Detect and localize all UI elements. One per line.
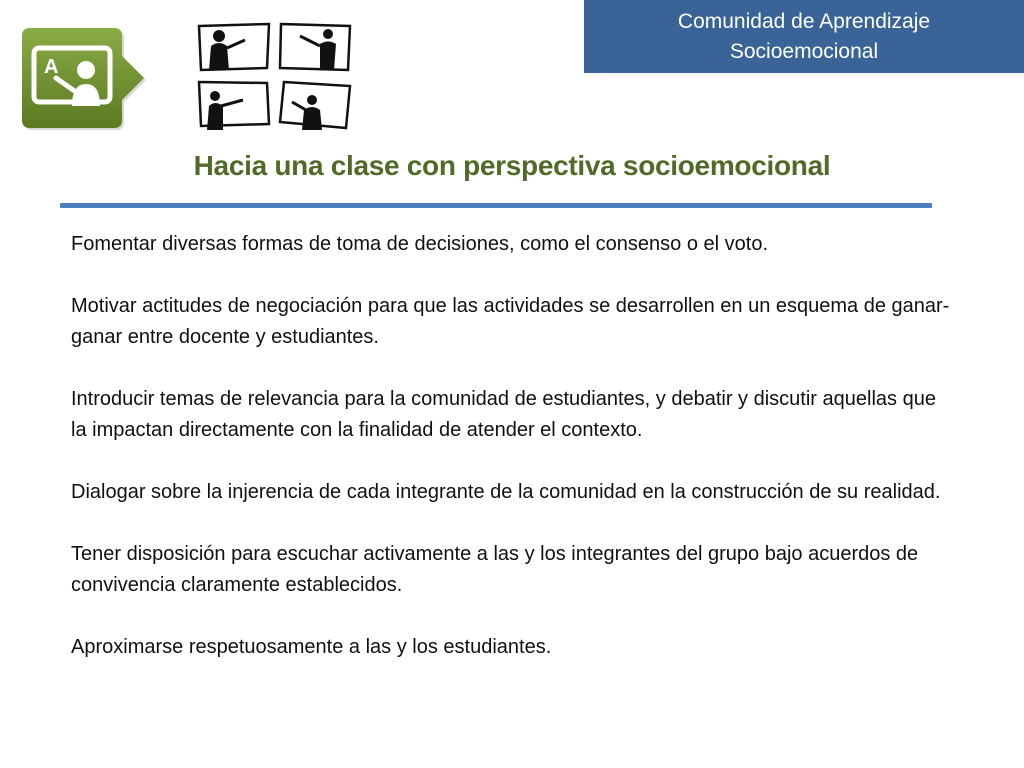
teacher-silhouette-icon bbox=[278, 22, 352, 72]
logo-letter: A bbox=[44, 56, 59, 78]
teacher-silhouette-icon bbox=[197, 80, 271, 130]
paragraph: Tener disposición para escuchar activamente a las y los integrantes del grupo bajo acuerdos de convivencia claramente establecidos. bbox=[71, 543, 919, 596]
title-divider bbox=[60, 203, 932, 208]
header-banner bbox=[584, 0, 1024, 73]
teacher-silhouette-icon bbox=[278, 80, 352, 130]
paragraph: Aproximarse respetuosamente a las y los estudiantes. bbox=[71, 636, 552, 658]
paragraph: Fomentar diversas formas de toma de decisiones, como el consenso o el voto. bbox=[71, 233, 769, 255]
paragraph: Dialogar sobre la injerencia de cada integrante de la comunidad en la construcción de su realidad. bbox=[71, 481, 941, 503]
teacher-silhouette-icon bbox=[197, 22, 271, 72]
header-line-1: Comunidad de Aprendizaje bbox=[677, 9, 931, 33]
paragraph: Introducir temas de relevancia para la comunidad de estudiantes, y debatir y discutir aquellas que la impactan directamente con la finalidad de atender el contexto. bbox=[71, 388, 936, 441]
content-body bbox=[71, 229, 951, 694]
page-title: Hacia una clase con perspectiva socioemocional bbox=[193, 150, 831, 181]
header-line-2: Socioemocional bbox=[729, 39, 879, 63]
paragraph: Motivar actitudes de negociación para que las actividades se desarrollen en un esquema de ganar-ganar entre docente y estudiantes. bbox=[71, 295, 950, 348]
teacher-whiteboard-icon bbox=[22, 28, 150, 132]
